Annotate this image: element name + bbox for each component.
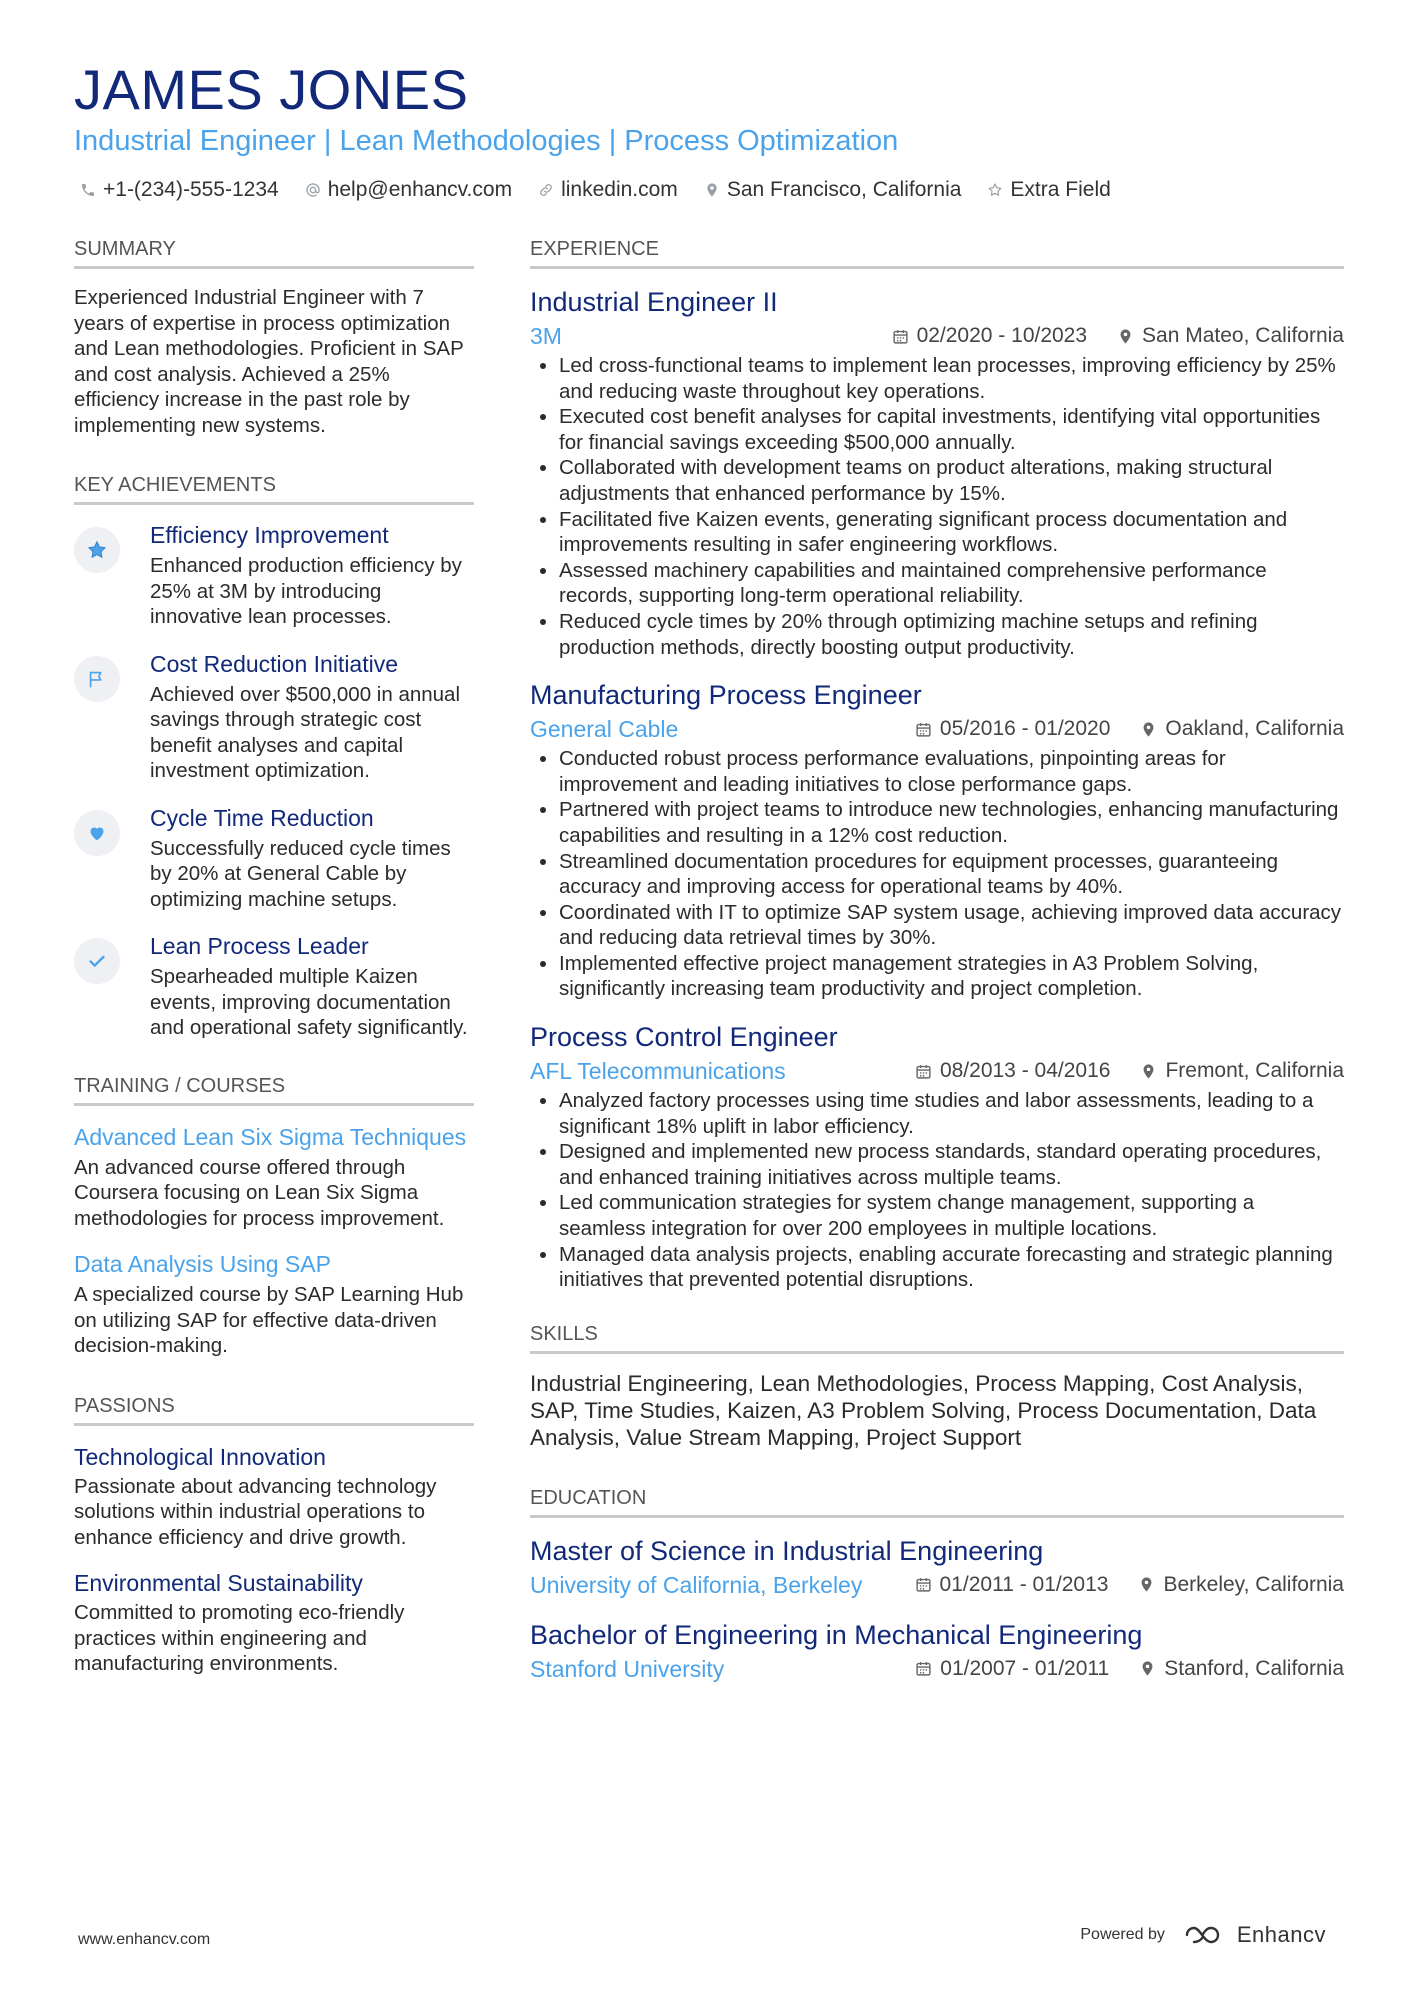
job-bullet: • Streamlined documentation procedures for equipment processes, guaranteeing accuracy and improving access for operational teams by 40%. bbox=[559, 849, 1344, 900]
skills-section bbox=[530, 1323, 1344, 1451]
job-bullet: • Coordinated with IT to optimize SAP system usage, achieving improved data accuracy and reducing data retrieval times by 30%. bbox=[559, 900, 1344, 951]
job-company: AFL Telecommunications bbox=[530, 1058, 786, 1085]
achievements-heading: KEY ACHIEVEMENTS bbox=[74, 474, 474, 505]
right-column bbox=[530, 238, 1344, 1702]
achievement-item bbox=[74, 521, 474, 630]
calendar-icon bbox=[915, 1660, 932, 1677]
achievement-item bbox=[74, 804, 474, 913]
job-location bbox=[1140, 714, 1344, 744]
contact-email[interactable] bbox=[305, 178, 512, 202]
summary-heading: SUMMARY bbox=[74, 238, 474, 269]
education-location bbox=[1138, 1570, 1344, 1600]
skills-text: Industrial Engineering, Lean Methodologies, Process Mapping, Cost Analysis, SAP, Time Studies, Kaizen, A3 Problem Solving, Process Documentation, Data Analysis, Value Stream Mapping, Project Support bbox=[530, 1370, 1317, 1450]
job-dates-text: 05/2016 - 01/2020 bbox=[939, 717, 1111, 741]
calendar-icon bbox=[915, 1576, 932, 1593]
course-text: An advanced course offered through Coursera focusing on Lean Six Sigma methodologies for process improvement. bbox=[74, 1155, 445, 1230]
education-meta bbox=[530, 1654, 1344, 1684]
achievement-text: Enhanced production efficiency by 25% at 3M by introducing innovative lean processes. bbox=[150, 554, 462, 628]
experience-section bbox=[530, 238, 1344, 1293]
contact-bar bbox=[80, 178, 1111, 202]
contact-linkedin[interactable] bbox=[538, 178, 678, 202]
contact-phone[interactable] bbox=[80, 178, 279, 202]
job-bullet: • Facilitated five Kaizen events, generating significant process documentation and improvements resulting in safer engineering workflows. bbox=[559, 507, 1344, 558]
job-bullet: • Conducted robust process performance evaluations, pinpointing areas for improvement and leading initiatives to close performance gaps. bbox=[559, 746, 1344, 797]
location-pin-icon bbox=[1140, 721, 1157, 738]
calendar-icon bbox=[915, 1063, 932, 1080]
passion-text: Committed to promoting eco-friendly practices within engineering and manufacturing environments. bbox=[74, 1601, 405, 1675]
job-entry bbox=[530, 285, 1344, 660]
course-item bbox=[74, 1249, 474, 1359]
contact-extra bbox=[987, 178, 1110, 202]
phone-text: +1-(234)-555-1234 bbox=[103, 178, 279, 201]
job-location bbox=[1117, 321, 1344, 351]
school-name: University of California, Berkeley bbox=[530, 1571, 863, 1598]
job-dates-text: 08/2013 - 04/2016 bbox=[939, 1059, 1111, 1083]
achievement-title: Cycle Time Reduction bbox=[150, 804, 374, 831]
linkedin-text: linkedin.com bbox=[561, 178, 678, 201]
training-heading: TRAINING / COURSES bbox=[74, 1075, 474, 1106]
job-bullet: • Executed cost benefit analyses for capital investments, identifying vital opportunities for financial savings exceeding $500,000 annually. bbox=[559, 404, 1344, 455]
degree-title: Master of Science in Industrial Engineering bbox=[530, 1535, 1044, 1566]
contact-location bbox=[704, 178, 962, 202]
course-item bbox=[74, 1122, 474, 1232]
passion-text: Passionate about advancing technology solutions within industrial operations to enhance efficiency and drive growth. bbox=[74, 1474, 437, 1549]
job-bullet: • Implemented effective project management strategies in A3 Problem Solving, significantly increasing team productivity and project completion. bbox=[559, 951, 1344, 1002]
education-meta bbox=[530, 1570, 1344, 1600]
course-text: A specialized course by SAP Learning Hub on utilizing SAP for effective data-driven decision-making. bbox=[74, 1283, 464, 1357]
job-bullet: • Designed and implemented new process standards, standard operating procedures, and enhanced training initiatives across multiple teams. bbox=[559, 1139, 1344, 1190]
job-bullet: • Reduced cycle times by 20% through optimizing machine setups and refining production methods, directly boosting output productivity. bbox=[559, 609, 1344, 660]
job-dates bbox=[892, 321, 1087, 351]
location-pin-icon bbox=[1138, 1576, 1155, 1593]
calendar-icon bbox=[892, 328, 909, 345]
education-dates bbox=[915, 1570, 1109, 1600]
education-dates-text: 01/2007 - 01/2011 bbox=[940, 1656, 1110, 1680]
education-location-text: Stanford, California bbox=[1164, 1656, 1344, 1680]
job-location-text: San Mateo, California bbox=[1142, 324, 1344, 347]
education-dates bbox=[915, 1654, 1109, 1684]
job-bullet: • Led communication strategies for system change management, supporting a seamless integration for over 200 employees in multiple locations. bbox=[559, 1190, 1344, 1241]
job-title: Industrial Engineer II bbox=[530, 287, 778, 317]
job-bullets bbox=[530, 353, 1344, 660]
course-title: Advanced Lean Six Sigma Techniques bbox=[74, 1123, 467, 1150]
job-bullet: • Partnered with project teams to introduce new technologies, enhancing manufacturing capabilities and resulting in a 12% cost reduction. bbox=[559, 797, 1344, 848]
school-name: Stanford University bbox=[530, 1655, 725, 1682]
achievement-text: Successfully reduced cycle times by 20% at General Cable by optimizing machine setups. bbox=[150, 836, 451, 911]
job-location-text: Oakland, California bbox=[1165, 717, 1344, 741]
check-icon bbox=[74, 938, 120, 984]
star-icon bbox=[74, 527, 120, 573]
enhancv-logo[interactable] bbox=[1183, 1922, 1326, 1948]
job-entry bbox=[530, 678, 1344, 1002]
job-company: 3M bbox=[530, 323, 562, 349]
footer-branding bbox=[1080, 1922, 1326, 1948]
passion-title: Technological Innovation bbox=[74, 1443, 326, 1470]
job-dates-text: 02/2020 - 10/2023 bbox=[916, 324, 1088, 347]
job-dates bbox=[915, 714, 1110, 744]
degree-title: Bachelor of Engineering in Mechanical Engineering bbox=[530, 1619, 1143, 1650]
skills-heading: SKILLS bbox=[530, 1323, 1344, 1354]
job-company: General Cable bbox=[530, 716, 679, 743]
job-bullet: • Led cross-functional teams to implement lean processes, improving efficiency by 25% and reducing waste throughout key operations. bbox=[559, 353, 1344, 404]
passion-title: Environmental Sustainability bbox=[74, 1570, 363, 1596]
extra-text: Extra Field bbox=[1010, 178, 1111, 201]
heart-icon bbox=[74, 810, 120, 856]
location-pin-icon bbox=[1139, 1660, 1156, 1677]
job-meta bbox=[530, 1056, 1344, 1086]
location-text: San Francisco, California bbox=[726, 178, 962, 201]
achievement-text: Spearheaded multiple Kaizen events, improving documentation and operational safety significantly. bbox=[150, 965, 468, 1039]
job-location bbox=[1140, 1056, 1344, 1086]
training-section bbox=[74, 1075, 474, 1359]
left-column bbox=[74, 238, 474, 1677]
achievement-item bbox=[74, 650, 474, 784]
education-location bbox=[1139, 1654, 1344, 1684]
achievement-title: Lean Process Leader bbox=[150, 933, 369, 959]
passion-item bbox=[74, 1568, 474, 1677]
infinity-logo-icon bbox=[1183, 1923, 1229, 1947]
job-meta bbox=[530, 714, 1344, 744]
achievement-title: Cost Reduction Initiative bbox=[150, 650, 399, 677]
job-bullets bbox=[530, 746, 1344, 1002]
star-outline-icon bbox=[987, 182, 1003, 198]
achievement-item bbox=[74, 932, 474, 1041]
job-dates bbox=[915, 1056, 1110, 1086]
job-bullet: • Managed data analysis projects, enabling accurate forecasting and strategic planning initiatives that prevented potential disruptions. bbox=[559, 1242, 1344, 1293]
job-bullet: • Analyzed factory processes using time studies and labor assessments, leading to a significant 18% uplift in labor efficiency. bbox=[559, 1088, 1344, 1139]
candidate-name: JAMES JONES bbox=[74, 58, 469, 121]
location-pin-icon bbox=[1117, 328, 1134, 345]
achievement-title: Efficiency Improvement bbox=[150, 522, 389, 548]
job-title: Manufacturing Process Engineer bbox=[530, 680, 922, 711]
job-location-text: Fremont, California bbox=[1165, 1059, 1344, 1083]
achievement-text: Achieved over $500,000 in annual savings through strategic cost benefit analyses and capital investment optimization. bbox=[150, 682, 461, 782]
passions-section bbox=[74, 1395, 474, 1677]
job-meta bbox=[530, 321, 1344, 351]
summary-section bbox=[74, 238, 474, 438]
passion-item bbox=[74, 1442, 474, 1551]
job-bullet: • Collaborated with development teams on product alterations, making structural adjustments that enhanced performance by 15%. bbox=[559, 455, 1344, 506]
job-entry bbox=[530, 1020, 1344, 1293]
candidate-tagline: Industrial Engineer | Lean Methodologies | Process Optimization bbox=[74, 125, 899, 157]
footer-website[interactable]: www.enhancv.com bbox=[78, 1931, 211, 1948]
powered-by-text: Powered by bbox=[1080, 1926, 1165, 1943]
job-bullet: • Assessed machinery capabilities and maintained comprehensive performance records, supporting long-term operational reliability. bbox=[559, 558, 1344, 609]
experience-heading: EXPERIENCE bbox=[530, 238, 1344, 269]
brand-name: Enhancv bbox=[1236, 1922, 1326, 1947]
email-text: help@enhancv.com bbox=[327, 178, 513, 201]
education-dates-text: 01/2011 - 01/2013 bbox=[939, 1572, 1109, 1596]
education-heading: EDUCATION bbox=[530, 1487, 1344, 1518]
education-section bbox=[530, 1487, 1344, 1684]
calendar-icon bbox=[915, 721, 932, 738]
at-icon bbox=[305, 182, 321, 198]
flag-icon bbox=[74, 656, 120, 702]
summary-text: Experienced Industrial Engineer with 7 years of expertise in process optimization and Lean methodologies. Proficient in SAP and cost analysis. Achieved a 25% efficiency increase in the past role by implementing new systems. bbox=[74, 286, 464, 437]
link-icon bbox=[538, 182, 554, 198]
education-entry bbox=[530, 1618, 1344, 1684]
phone-icon bbox=[80, 182, 96, 198]
location-pin-icon bbox=[1140, 1063, 1157, 1080]
passions-heading: PASSIONS bbox=[74, 1395, 474, 1426]
location-pin-icon bbox=[704, 182, 720, 198]
job-bullets bbox=[530, 1088, 1344, 1293]
education-entry bbox=[530, 1534, 1344, 1600]
achievements-section bbox=[74, 474, 474, 1041]
job-title: Process Control Engineer bbox=[530, 1022, 838, 1053]
education-location-text: Berkeley, California bbox=[1163, 1572, 1344, 1596]
course-title: Data Analysis Using SAP bbox=[74, 1251, 331, 1277]
